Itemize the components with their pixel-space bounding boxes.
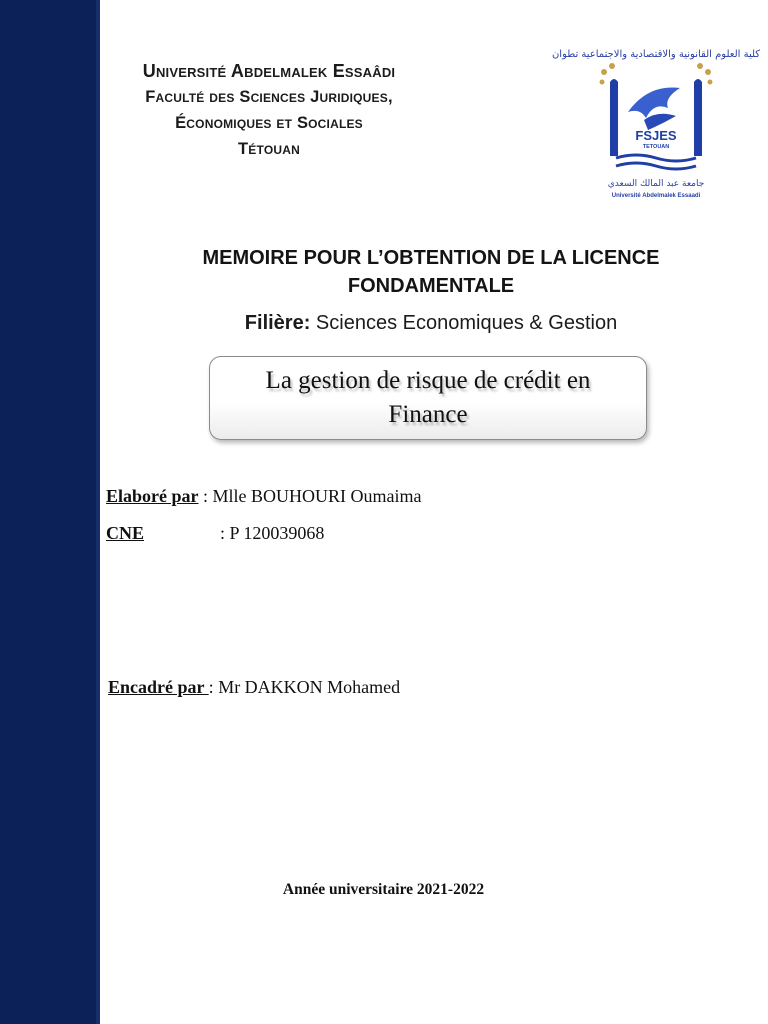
author-label: Elaboré par (106, 486, 199, 506)
waves-icon (616, 155, 696, 169)
dove-icon (628, 88, 680, 119)
academic-year: Année universitaire 2021-2022 (282, 881, 485, 898)
logo-latin-bottom: Université Abdelmalek Essaadi (611, 193, 701, 199)
sidebar-band (0, 0, 100, 1024)
author-separator: : (198, 486, 213, 506)
subject-line1: La gestion de risque de crédit en (265, 367, 591, 394)
university-header (104, 58, 434, 162)
faculty-name-line2: Économiques et Sociales (175, 114, 363, 132)
subject-line2: Finance (388, 401, 468, 428)
university-name: Université Abdelmalek Essaâdi (142, 61, 396, 81)
author-field (106, 486, 422, 507)
memoire-title-line2: FONDAMENTALE (347, 275, 515, 297)
cne-field (106, 523, 325, 544)
supervisor-field (108, 677, 400, 698)
cne-label: CNE (106, 523, 145, 543)
filiere-label: Filière: (244, 312, 311, 334)
city-name: Tétouan (238, 140, 300, 158)
faculty-name-line1: Faculté des Sciences Juridiques, (145, 88, 393, 106)
logo-arabic-top: كلية العلوم القانونية والاقتصادية والاجتماعية تطوان (551, 49, 761, 60)
author-name: Mlle BOUHOURI Oumaima (212, 486, 422, 506)
memoire-title-line1: MEMOIRE POUR L’OBTENTION DE LA LICENCE (202, 247, 660, 269)
logo-city: TETOUAN (642, 144, 670, 150)
memoire-title (110, 244, 752, 300)
filiere (110, 312, 752, 335)
logo-arabic-bottom: جامعة عبد المالك السعدي (607, 179, 705, 189)
fsjes-logo (551, 42, 761, 202)
supervisor-separator: : (208, 677, 219, 697)
cne-value: : P 120039068 (220, 523, 325, 543)
logo-acronym: FSJES (635, 128, 677, 143)
supervisor-name: Mr DAKKON Mohamed (218, 677, 401, 697)
filiere-value: Sciences Economiques & Gestion (310, 312, 618, 334)
subject-box (209, 356, 647, 440)
supervisor-label: Encadré par (108, 677, 209, 697)
